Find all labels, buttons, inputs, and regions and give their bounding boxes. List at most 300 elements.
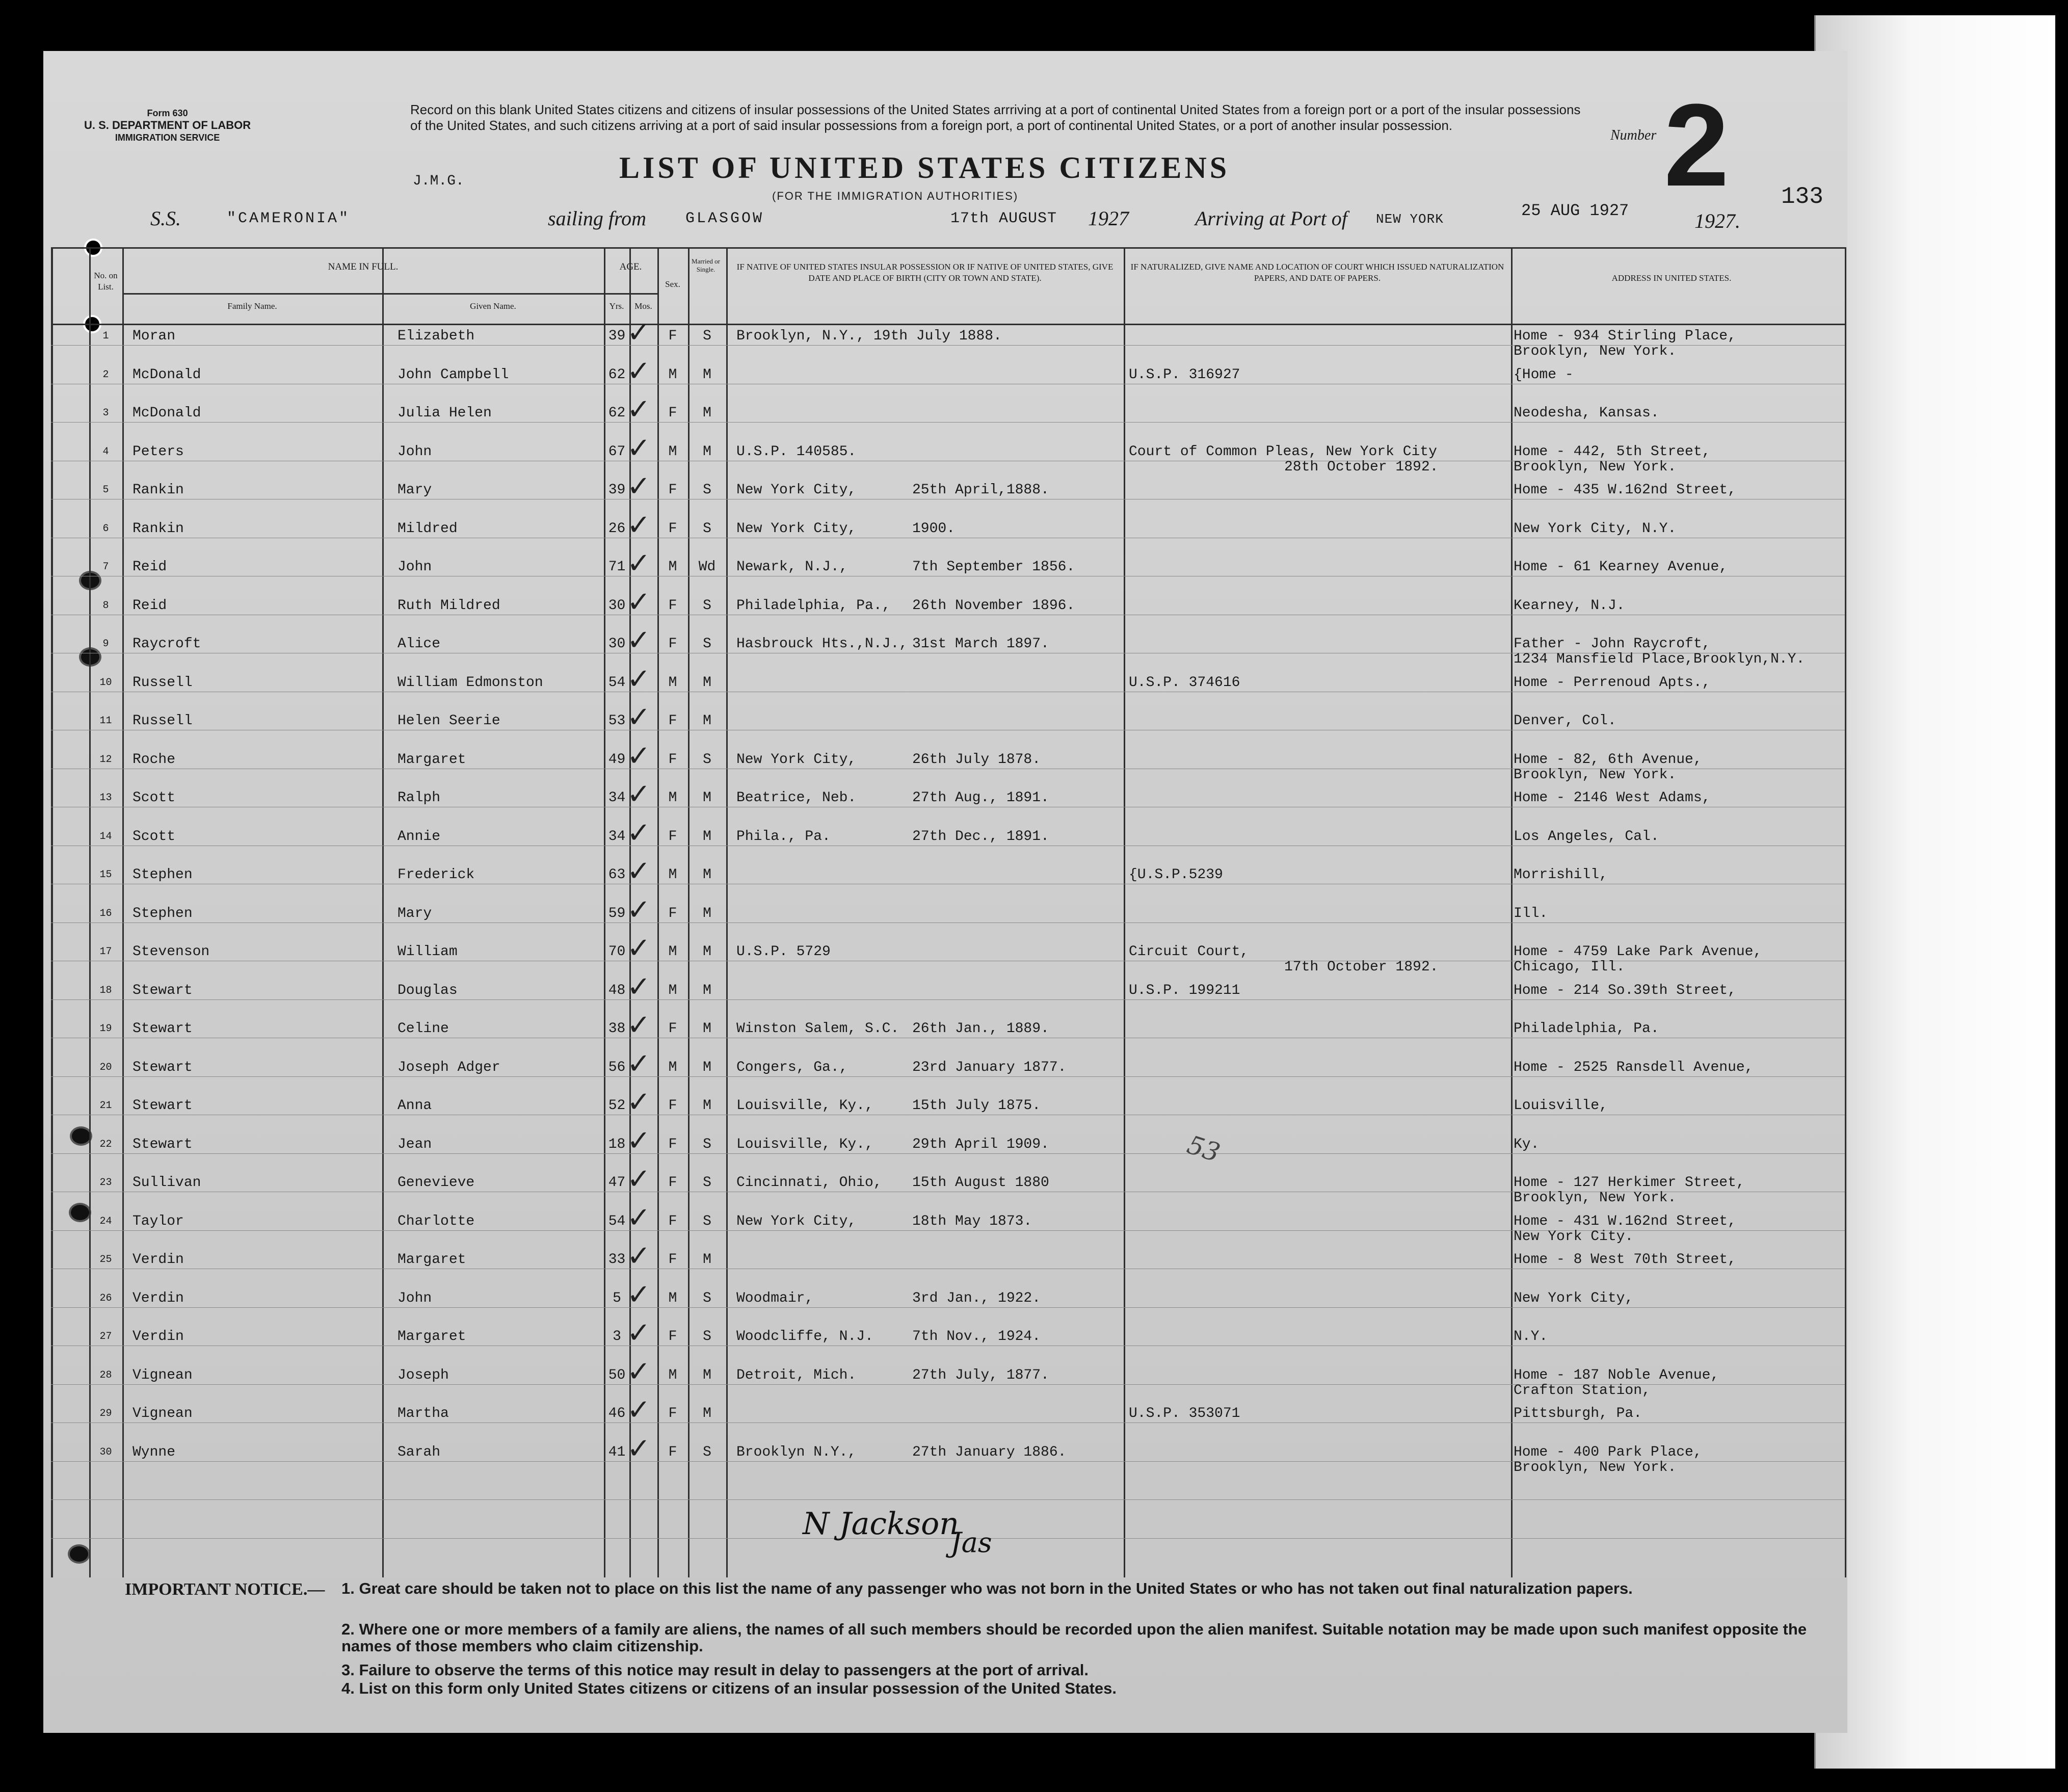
- age-years: 67: [608, 443, 626, 460]
- birth-date: 15th July 1875.: [912, 1098, 1041, 1114]
- age-years: 30: [608, 597, 626, 614]
- ship-name: "CAMERONIA": [227, 210, 351, 227]
- birth-place: Brooklyn, N.Y., 19th July 1888.: [736, 328, 1002, 344]
- birth-place: Detroit, Mich.: [736, 1367, 857, 1383]
- birth-place: Woodmair,: [736, 1290, 814, 1306]
- family-name: McDonald: [132, 366, 201, 383]
- naturalization: U.S.P. 374616: [1129, 674, 1240, 691]
- age-years: 5: [613, 1290, 621, 1306]
- row-number: 24: [99, 1215, 112, 1227]
- sex: M: [668, 443, 677, 460]
- family-name: Reid: [132, 597, 167, 614]
- given-name: Alice: [397, 636, 441, 652]
- row-rule: [51, 999, 1845, 1000]
- form-number: Form 630: [147, 108, 188, 118]
- family-name: Reid: [132, 559, 167, 575]
- address-line-1: Home - 214 So.39th Street,: [1514, 982, 1736, 998]
- birth-place: Brooklyn N.Y.,: [736, 1444, 857, 1460]
- row-number: 22: [99, 1138, 112, 1150]
- age-years: 26: [608, 520, 626, 537]
- row-number: 26: [99, 1292, 112, 1304]
- notice-item-1: 1. Great care should be taken not to place on this list the name of any passenger who was not born in the United States or who has not taken out final naturalization papers.: [341, 1579, 1633, 1597]
- address-line-1: Home - 934 Stirling Place,: [1514, 328, 1736, 344]
- row-number: 29: [99, 1408, 112, 1419]
- notice-title: IMPORTANT NOTICE.—: [125, 1580, 325, 1599]
- sex: M: [668, 867, 677, 883]
- family-name: Scott: [132, 790, 176, 806]
- inspection-check-mark: ✓: [627, 316, 651, 349]
- family-name: Peters: [132, 443, 184, 460]
- marital-status: S: [703, 597, 711, 614]
- birth-place: Phila., Pa.: [736, 828, 831, 845]
- header-name-group: NAME IN FULL.: [328, 261, 399, 272]
- inspection-check-mark: ✓: [627, 662, 651, 696]
- birth-date: 31st March 1897.: [912, 636, 1049, 652]
- age-years: 39: [608, 328, 626, 344]
- inspection-check-mark: ✓: [627, 1009, 651, 1042]
- sex: F: [668, 1098, 677, 1114]
- family-name: Taylor: [132, 1213, 184, 1229]
- inspection-check-mark: ✓: [627, 431, 651, 465]
- birth-date: 27th July, 1877.: [912, 1367, 1049, 1383]
- age-years: 41: [608, 1444, 626, 1460]
- age-years: 62: [608, 366, 626, 383]
- row-number: 5: [102, 484, 109, 496]
- row-number: 12: [99, 753, 112, 766]
- birth-date: 18th May 1873.: [912, 1213, 1032, 1229]
- family-name: Stephen: [132, 867, 193, 883]
- inspection-check-mark: ✓: [627, 624, 651, 657]
- sex: M: [668, 1367, 677, 1383]
- marital-status: M: [703, 1406, 711, 1421]
- header-yrs: Yrs.: [609, 301, 624, 311]
- inspection-check-mark: ✓: [627, 470, 651, 503]
- marital-status: M: [703, 867, 711, 883]
- age-years: 53: [608, 713, 626, 729]
- given-name: William Edmonston: [397, 674, 543, 691]
- given-name: Mildred: [397, 520, 458, 537]
- ss-label: S.S.: [150, 207, 181, 230]
- family-name: Wynne: [132, 1444, 176, 1460]
- birth-date: 15th August 1880: [912, 1175, 1049, 1191]
- address-line-2: Crafton Station,: [1514, 1382, 1651, 1399]
- given-name: John: [397, 559, 432, 575]
- birth-date: 1900.: [912, 520, 956, 537]
- address-line-1: New York City,: [1514, 1290, 1634, 1306]
- given-name: Annie: [397, 828, 441, 845]
- address-line-1: Home - 61 Kearney Avenue,: [1514, 559, 1728, 575]
- row-number: 23: [99, 1177, 112, 1189]
- sex: F: [668, 328, 677, 344]
- sex: F: [668, 520, 677, 537]
- column-rule: [1511, 247, 1513, 1577]
- sex: F: [668, 1406, 677, 1421]
- age-years: 30: [608, 636, 626, 652]
- given-name: Margaret: [397, 1329, 466, 1345]
- sex: F: [668, 1252, 677, 1268]
- address-line-1: Louisville,: [1514, 1098, 1608, 1114]
- inspection-check-mark: ✓: [627, 1163, 651, 1196]
- inspection-check-mark: ✓: [627, 1278, 651, 1311]
- clerk-initials: J.M.G.: [413, 173, 464, 189]
- inspection-check-mark: ✓: [627, 547, 651, 580]
- notice-item-2: 2. Where one or more members of a family are aliens, the names of all such members should be recorded upon the alien manifest. Suitable notation may be made upon such manifest opposite the names of those members who claim citizenship.: [341, 1620, 1807, 1655]
- address-line-1: Home - 2146 West Adams,: [1514, 790, 1711, 806]
- header-rule: [604, 293, 657, 295]
- birth-date: 27th January 1886.: [912, 1444, 1067, 1460]
- address-line-1: Ill.: [1514, 905, 1548, 921]
- column-rule: [51, 247, 53, 1577]
- inspection-check-mark: ✓: [627, 739, 651, 773]
- column-rule: [122, 247, 124, 1577]
- age-years: 54: [608, 1213, 626, 1229]
- birth-place: New York City,: [736, 482, 857, 498]
- arriving-label: Arriving at Port of: [1195, 207, 1347, 230]
- given-name: William: [397, 944, 458, 960]
- address-line-2: 1234 Mansfield Place,Brooklyn,N.Y.: [1514, 651, 1805, 667]
- row-number: 17: [99, 946, 112, 958]
- inspection-check-mark: ✓: [627, 701, 651, 734]
- address-line-1: N.Y.: [1514, 1329, 1548, 1345]
- row-number: 25: [99, 1254, 112, 1266]
- birth-date: 29th April 1909.: [912, 1136, 1049, 1152]
- address-line-1: Pittsburgh, Pa.: [1514, 1406, 1642, 1421]
- given-name: Margaret: [397, 1252, 466, 1268]
- sailing-label: sailing from: [548, 207, 646, 230]
- departure-date: 17th AUGUST: [950, 210, 1057, 227]
- birth-date: 27th Dec., 1891.: [912, 828, 1049, 845]
- inspection-check-mark: ✓: [627, 1393, 651, 1427]
- sex: M: [668, 1059, 677, 1075]
- birth-place: Woodcliffe, N.J.: [736, 1329, 873, 1345]
- sex: F: [668, 905, 677, 921]
- family-name: Stewart: [132, 1059, 193, 1075]
- passenger-table: [51, 247, 1845, 1572]
- family-name: Verdin: [132, 1252, 184, 1268]
- marital-status: M: [703, 1021, 711, 1037]
- header-address: ADDRESS IN UNITED STATES.: [1611, 273, 1732, 283]
- given-name: Sarah: [397, 1444, 441, 1460]
- marital-status: M: [703, 366, 711, 383]
- age-years: 54: [608, 674, 626, 691]
- family-name: Russell: [132, 674, 193, 691]
- family-name: Sullivan: [132, 1175, 201, 1191]
- given-name: Celine: [397, 1021, 449, 1037]
- marital-status: S: [703, 1136, 711, 1152]
- family-name: Scott: [132, 828, 176, 845]
- naturalization: U.S.P. 199211: [1129, 982, 1240, 998]
- family-name: Stephen: [132, 905, 193, 921]
- sex: F: [668, 751, 677, 768]
- row-number: 9: [102, 638, 109, 650]
- inspection-check-mark: ✓: [627, 970, 651, 1004]
- inspection-check-mark: ✓: [627, 1047, 651, 1081]
- age-years: 62: [608, 405, 626, 421]
- row-number: 28: [99, 1369, 112, 1381]
- sex: M: [668, 559, 677, 575]
- sex: F: [668, 597, 677, 614]
- manifest-form: [43, 51, 1847, 1733]
- given-name: Jean: [397, 1136, 432, 1152]
- given-name: Joseph Adger: [397, 1059, 500, 1075]
- given-name: Elizabeth: [397, 328, 475, 344]
- address-line-1: Home - 8 West 70th Street,: [1514, 1252, 1736, 1268]
- birth-place: Louisville, Ky.,: [736, 1098, 873, 1114]
- sex: F: [668, 1175, 677, 1191]
- inspection-check-mark: ✓: [627, 1086, 651, 1119]
- inspection-check-mark: ✓: [627, 855, 651, 888]
- address-line-1: Home - 435 W.162nd Street,: [1514, 482, 1736, 498]
- birth-place: New York City,: [736, 751, 857, 768]
- given-name: John: [397, 443, 432, 460]
- given-name: John Campbell: [397, 366, 509, 383]
- sex: F: [668, 713, 677, 729]
- row-number: 11: [99, 715, 112, 727]
- address-line-1: Los Angeles, Cal.: [1514, 828, 1659, 845]
- inspection-check-mark: ✓: [627, 1355, 651, 1388]
- marital-status: M: [703, 405, 711, 421]
- naturalization: U.S.P. 316927: [1129, 366, 1240, 383]
- notice-item-4: 4. List on this form only United States citizens or citizens of an insular possession of the United States.: [341, 1679, 1117, 1697]
- naturalization-line-2: 17th October 1892.: [1284, 959, 1439, 975]
- birth-place: Congers, Ga.,: [736, 1059, 848, 1075]
- sex: M: [668, 1290, 677, 1306]
- given-name: Frederick: [397, 867, 475, 883]
- given-name: Mary: [397, 905, 432, 921]
- page-title: LIST OF UNITED STATES CITIZENS: [619, 151, 1230, 185]
- row-number: 2: [102, 368, 109, 381]
- adjacent-page: [1814, 15, 2055, 1769]
- address-line-1: Neodesha, Kansas.: [1514, 405, 1659, 421]
- marital-status: S: [703, 636, 711, 652]
- header-given: Given Name.: [470, 301, 516, 311]
- age-years: 50: [608, 1367, 626, 1383]
- given-name: Margaret: [397, 751, 466, 768]
- sex: F: [668, 636, 677, 652]
- age-years: 48: [608, 982, 626, 998]
- sex: F: [668, 405, 677, 421]
- given-name: Helen Seerie: [397, 713, 500, 729]
- header-age-group: AGE.: [619, 261, 642, 272]
- age-years: 52: [608, 1098, 626, 1114]
- row-number: 7: [102, 561, 109, 573]
- age-years: 18: [608, 1136, 626, 1152]
- sex: M: [668, 944, 677, 960]
- address-line-1: Home - 431 W.162nd Street,: [1514, 1213, 1736, 1229]
- family-name: Raycroft: [132, 636, 201, 652]
- family-name: Stewart: [132, 1021, 193, 1037]
- page-reference: 133: [1781, 183, 1823, 210]
- sex: M: [668, 674, 677, 691]
- address-line-1: New York City, N.Y.: [1514, 520, 1677, 537]
- address-line-1: Home - 4759 Lake Park Avenue,: [1514, 944, 1762, 960]
- given-name: Anna: [397, 1098, 432, 1114]
- birth-date: 27th Aug., 1891.: [912, 790, 1049, 806]
- marital-status: M: [703, 1367, 711, 1383]
- age-years: 34: [608, 790, 626, 806]
- marital-status: M: [703, 905, 711, 921]
- address-line-1: Home - 2525 Ransdell Avenue,: [1514, 1059, 1754, 1075]
- address-line-1: Home - 187 Noble Avenue,: [1514, 1367, 1719, 1383]
- birth-date: 26th Jan., 1889.: [912, 1021, 1049, 1037]
- given-name: Mary: [397, 482, 432, 498]
- header-marital: Married or Single.: [692, 257, 720, 273]
- sex: F: [668, 1136, 677, 1152]
- sex: M: [668, 982, 677, 998]
- birth-date: 7th September 1856.: [912, 559, 1075, 575]
- family-name: Stewart: [132, 1136, 193, 1152]
- marital-status: S: [703, 1290, 711, 1306]
- row-number: 16: [99, 907, 112, 919]
- age-years: 39: [608, 482, 626, 498]
- given-name: Joseph: [397, 1367, 449, 1383]
- inspection-check-mark: ✓: [627, 585, 651, 619]
- birth-place: U.S.P. 140585.: [736, 443, 857, 460]
- marital-status: S: [703, 328, 711, 344]
- marital-status: M: [703, 1252, 711, 1268]
- family-name: Rankin: [132, 482, 184, 498]
- marital-status: M: [703, 944, 711, 960]
- sex: F: [668, 1329, 677, 1345]
- row-number: 30: [99, 1446, 112, 1458]
- handwritten-stamp-number: 53: [1183, 1129, 1224, 1168]
- address-line-2: Brooklyn, New York.: [1514, 767, 1677, 783]
- row-number: 6: [102, 522, 109, 535]
- marital-status: S: [703, 520, 711, 537]
- birth-place: Newark, N.J.,: [736, 559, 848, 575]
- address-line-1: Morrishill,: [1514, 867, 1608, 883]
- address-line-2: Brooklyn, New York.: [1514, 1190, 1677, 1206]
- page-subtitle: (FOR THE IMMIGRATION AUTHORITIES): [772, 190, 1019, 202]
- birth-place: U.S.P. 5729: [736, 944, 831, 960]
- birth-date: 26th November 1896.: [912, 597, 1075, 614]
- birth-place: Cincinnati, Ohio,: [736, 1175, 882, 1191]
- marital-status: Wd: [698, 559, 716, 575]
- family-name: Stewart: [132, 1098, 193, 1114]
- address-line-1: Father - John Raycroft,: [1514, 636, 1711, 652]
- given-name: Charlotte: [397, 1213, 475, 1229]
- age-years: 49: [608, 751, 626, 768]
- marital-status: S: [703, 751, 711, 768]
- row-number: 21: [99, 1100, 112, 1112]
- family-name: Vignean: [132, 1406, 193, 1421]
- sex: M: [668, 366, 677, 383]
- row-number: 3: [102, 407, 109, 419]
- naturalization: {U.S.P.5239: [1129, 867, 1223, 883]
- address-line-1: Home - 127 Herkimer Street,: [1514, 1175, 1745, 1191]
- marital-status: M: [703, 443, 711, 460]
- family-name: Rankin: [132, 520, 184, 537]
- birth-date: 26th July 1878.: [912, 751, 1041, 768]
- address-line-2: Brooklyn, New York.: [1514, 1459, 1677, 1475]
- inspection-check-mark: ✓: [627, 393, 651, 426]
- inspection-check-mark: ✓: [627, 508, 651, 542]
- row-rule: [51, 1076, 1845, 1077]
- row-number: 27: [99, 1331, 112, 1342]
- inspection-check-mark: ✓: [627, 893, 651, 927]
- age-years: 59: [608, 905, 626, 921]
- marital-status: M: [703, 674, 711, 691]
- address-line-1: Ky.: [1514, 1136, 1540, 1152]
- header-mos: Mos.: [634, 301, 652, 311]
- family-name: Stewart: [132, 982, 193, 998]
- sex: F: [668, 1444, 677, 1460]
- column-rule: [726, 247, 728, 1577]
- inspection-check-mark: ✓: [627, 1124, 651, 1157]
- family-name: Russell: [132, 713, 193, 729]
- birth-place: New York City,: [736, 520, 857, 537]
- inspection-check-mark: ✓: [627, 816, 651, 850]
- header-birth: IF NATIVE OF UNITED STATES INSULAR POSSESSION OR IF NATIVE OF UNITED STATES, GIVE DATE AND PLACE OF BIRTH (CITY OR TOWN AND STATE).: [736, 262, 1113, 283]
- form-instructions: Record on this blank United States citizens and citizens of insular possessions of the United States arrriving at a port of continental United States from a foreign port or a port of the insular possessions of the United States, and such citizens arriving at a port of said insular possessions from a foreign port, a port of continental United States, or a port of another insular possession.: [410, 102, 1581, 133]
- birth-place: Hasbrouck Hts.,N.J.,: [736, 636, 908, 652]
- naturalization: Court of Common Pleas, New York City: [1129, 443, 1437, 460]
- header-family: Family Name.: [227, 301, 277, 311]
- address-line-1: Home - 400 Park Place,: [1514, 1444, 1702, 1460]
- birth-date: 25th April,1888.: [912, 482, 1049, 498]
- marital-status: M: [703, 713, 711, 729]
- birth-place: Philadelphia, Pa.,: [736, 597, 891, 614]
- arrival-stamp: 25 AUG 1927: [1521, 201, 1629, 220]
- inspection-check-mark: ✓: [627, 1316, 651, 1350]
- sex: F: [668, 1021, 677, 1037]
- arrival-port: NEW YORK: [1376, 212, 1444, 227]
- address-line-1: Denver, Col.: [1514, 713, 1616, 729]
- inspection-check-mark: ✓: [627, 778, 651, 811]
- age-years: 56: [608, 1059, 626, 1075]
- given-name: John: [397, 1290, 432, 1306]
- row-number: 19: [99, 1023, 112, 1035]
- marital-status: S: [703, 482, 711, 498]
- marital-status: S: [703, 1213, 711, 1229]
- inspection-check-mark: ✓: [627, 932, 651, 965]
- family-name: Verdin: [132, 1290, 184, 1306]
- sex: F: [668, 482, 677, 498]
- marital-status: M: [703, 828, 711, 845]
- row-number: 1: [102, 330, 109, 342]
- row-number: 4: [102, 445, 109, 458]
- given-name: Ruth Mildred: [397, 597, 500, 614]
- birth-place: Winston Salem, S.C.: [736, 1021, 899, 1037]
- given-name: Julia Helen: [397, 405, 492, 421]
- header-rule: [51, 324, 1845, 325]
- family-name: Vignean: [132, 1367, 193, 1383]
- address-line-2: Brooklyn, New York.: [1514, 344, 1677, 359]
- row-number: 15: [99, 869, 112, 881]
- row-rule: [51, 1422, 1845, 1423]
- departure-port: GLASGOW: [685, 210, 764, 227]
- row-number: 8: [102, 599, 109, 612]
- row-number: 13: [99, 792, 112, 804]
- notice-item-3: 3. Failure to observe the terms of this notice may result in delay to passengers at the port of arrival.: [341, 1661, 1089, 1679]
- row-rule: [51, 1153, 1845, 1154]
- address-line-1: Home - Perrenoud Apts.,: [1514, 674, 1711, 691]
- given-name: Martha: [397, 1406, 449, 1421]
- age-years: 34: [608, 828, 626, 845]
- birth-place: Beatrice, Neb.: [736, 790, 857, 806]
- age-years: 46: [608, 1406, 626, 1421]
- family-name: Moran: [132, 328, 176, 344]
- address-line-1: Home - 82, 6th Avenue,: [1514, 751, 1702, 768]
- birth-date: 3rd Jan., 1922.: [912, 1290, 1041, 1306]
- age-years: 33: [608, 1252, 626, 1268]
- row-rule: [51, 1307, 1845, 1308]
- header-rule: [122, 293, 604, 295]
- address-line-1: Philadelphia, Pa.: [1514, 1021, 1659, 1037]
- marital-status: S: [703, 1329, 711, 1345]
- marital-status: S: [703, 1175, 711, 1191]
- family-name: Roche: [132, 751, 176, 768]
